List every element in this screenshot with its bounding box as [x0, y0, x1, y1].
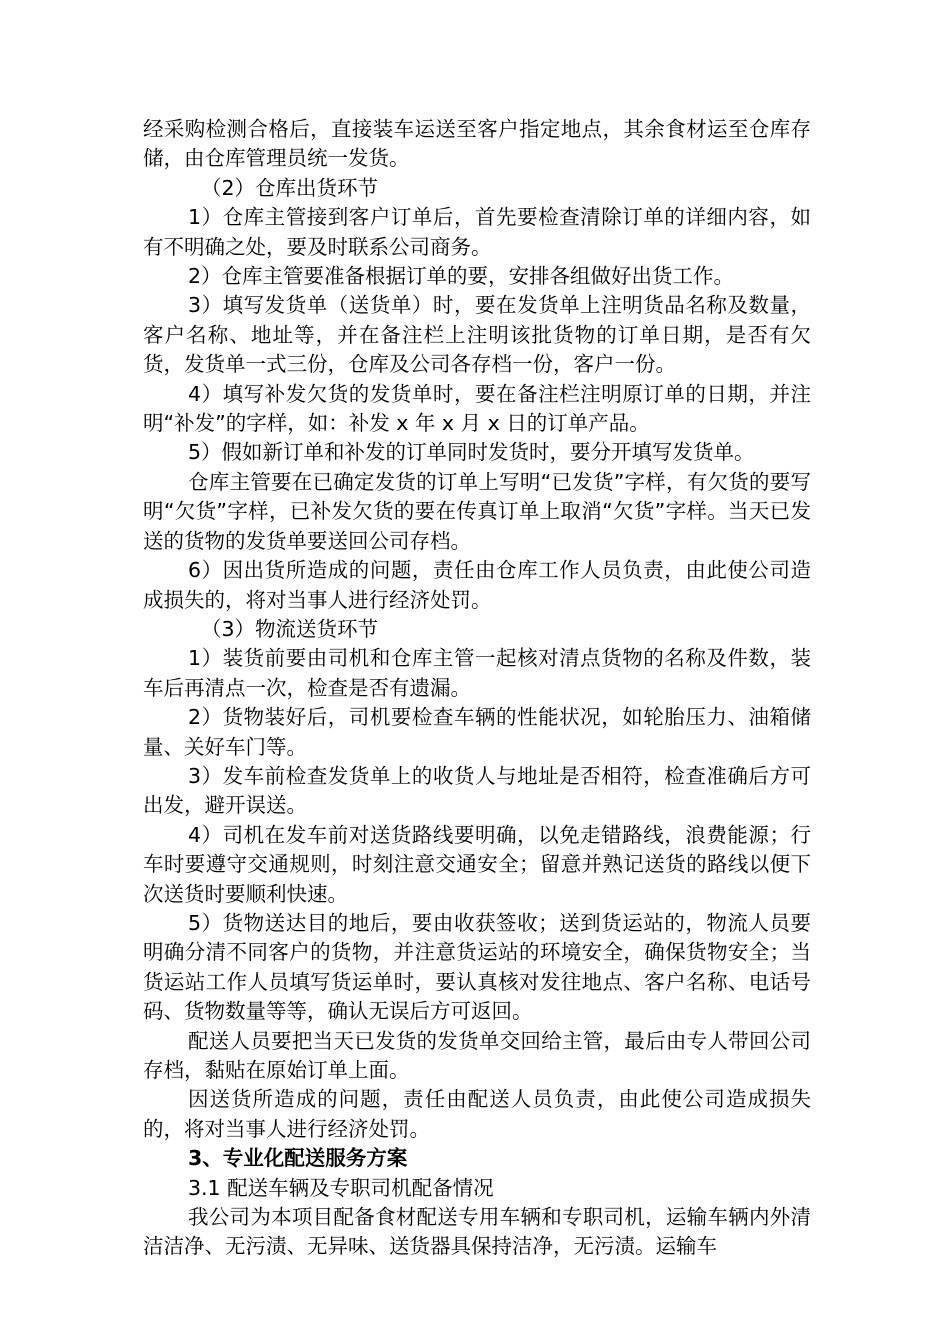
paragraph-body: 仓库主管要在已确定发货的订单上写明“已发货”字样，有欠货的要写明“欠货”字样，已补发欠货的要在传真订单上取消“欠货”字样。当天已发送的货物的发货单要送回公司存档。 [143, 469, 811, 553]
paragraph-item: 6）因出货所造成的问题，责任由仓库工作人员负责，由此使公司造成损失的，将对当事人进行经济处罚。 [143, 558, 811, 612]
section-heading: 3、专业化配送服务方案 [188, 1146, 408, 1171]
paragraph-continuation: 经采购检测合格后，直接装车运送至客户指定地点，其余食材运至仓库存储，由仓库管理员统一发货。 [143, 117, 811, 171]
document-body [143, 115, 811, 1262]
paragraph-item: 1）仓库主管接到客户订单后，首先要检查清除订单的详细内容，如有不明确之处，要及时联系公司商务。 [143, 205, 811, 259]
paragraph-item: 2）仓库主管要准备根据订单的要，安排各组做好出货工作。 [188, 264, 735, 289]
subsection-heading: 3.1 配送车辆及专职司机配备情况 [188, 1175, 494, 1200]
paragraph-item: 5）假如新订单和补发的订单同时发货时，要分开填写发货单。 [188, 440, 755, 465]
paragraph-item: 5）货物送达目的地后，要由收获签收；送到货运站的，物流人员要明确分清不同客户的货物，并注意货运站的环境安全，确保货物安全；当货运站工作人员填写货运单时，要认真核对发往地点、客户名称、电话号码、货物数量等等，确认无误后方可返回。 [143, 910, 811, 1024]
paragraph-body: 我公司为本项目配备食材配送专用车辆和专职司机，运输车辆内外清洁洁净、无污渍、无异味、送货器具保持洁净，无污渍。运输车 [143, 1205, 811, 1259]
subsection-heading-warehouse-shipping: （2）仓库出货环节 [201, 175, 379, 200]
paragraph-body: 因送货所造成的问题，责任由配送人员负责，由此使公司造成损失的，将对当事人进行经济处罚。 [143, 1087, 811, 1141]
subsection-heading-logistics-delivery: （3）物流送货环节 [201, 616, 379, 641]
paragraph-item: 3）填写发货单（送货单）时，要在发货单上注明货品名称及数量，客户名称、地址等，并在备注栏上注明该批货物的订单日期，是否有欠货，发货单一式三份，仓库及公司各存档一份，客户一份。 [143, 293, 811, 377]
paragraph-item: 3）发车前检查发货单上的收货人与地址是否相符，检查准确后方可出发，避开误送。 [143, 763, 811, 818]
paragraph-body: 配送人员要把当天已发货的发货单交回给主管，最后由专人带回公司存档，黏贴在原始订单上面。 [143, 1028, 811, 1082]
paragraph-item: 4）填写补发欠货的发货单时，要在备注栏注明原订单的日期，并注明“补发”的字样，如：补发 x 年 x 月 x 日的订单产品。 [143, 381, 811, 436]
paragraph-item: 4）司机在发车前对送货路线要明确，以免走错路线，浪费能源；行车时要遵守交通规则，时刻注意交通安全；留意并熟记送货的路线以便下次送货时要顺利快速。 [143, 822, 811, 906]
paragraph-item: 1）装货前要由司机和仓库主管一起核对清点货物的名称及件数，装车后再清点一次，检查是否有遗漏。 [143, 646, 811, 700]
paragraph-item: 2）货物装好后，司机要检查车辆的性能状况，如轮胎压力、油箱储量、关好车门等。 [143, 705, 811, 759]
